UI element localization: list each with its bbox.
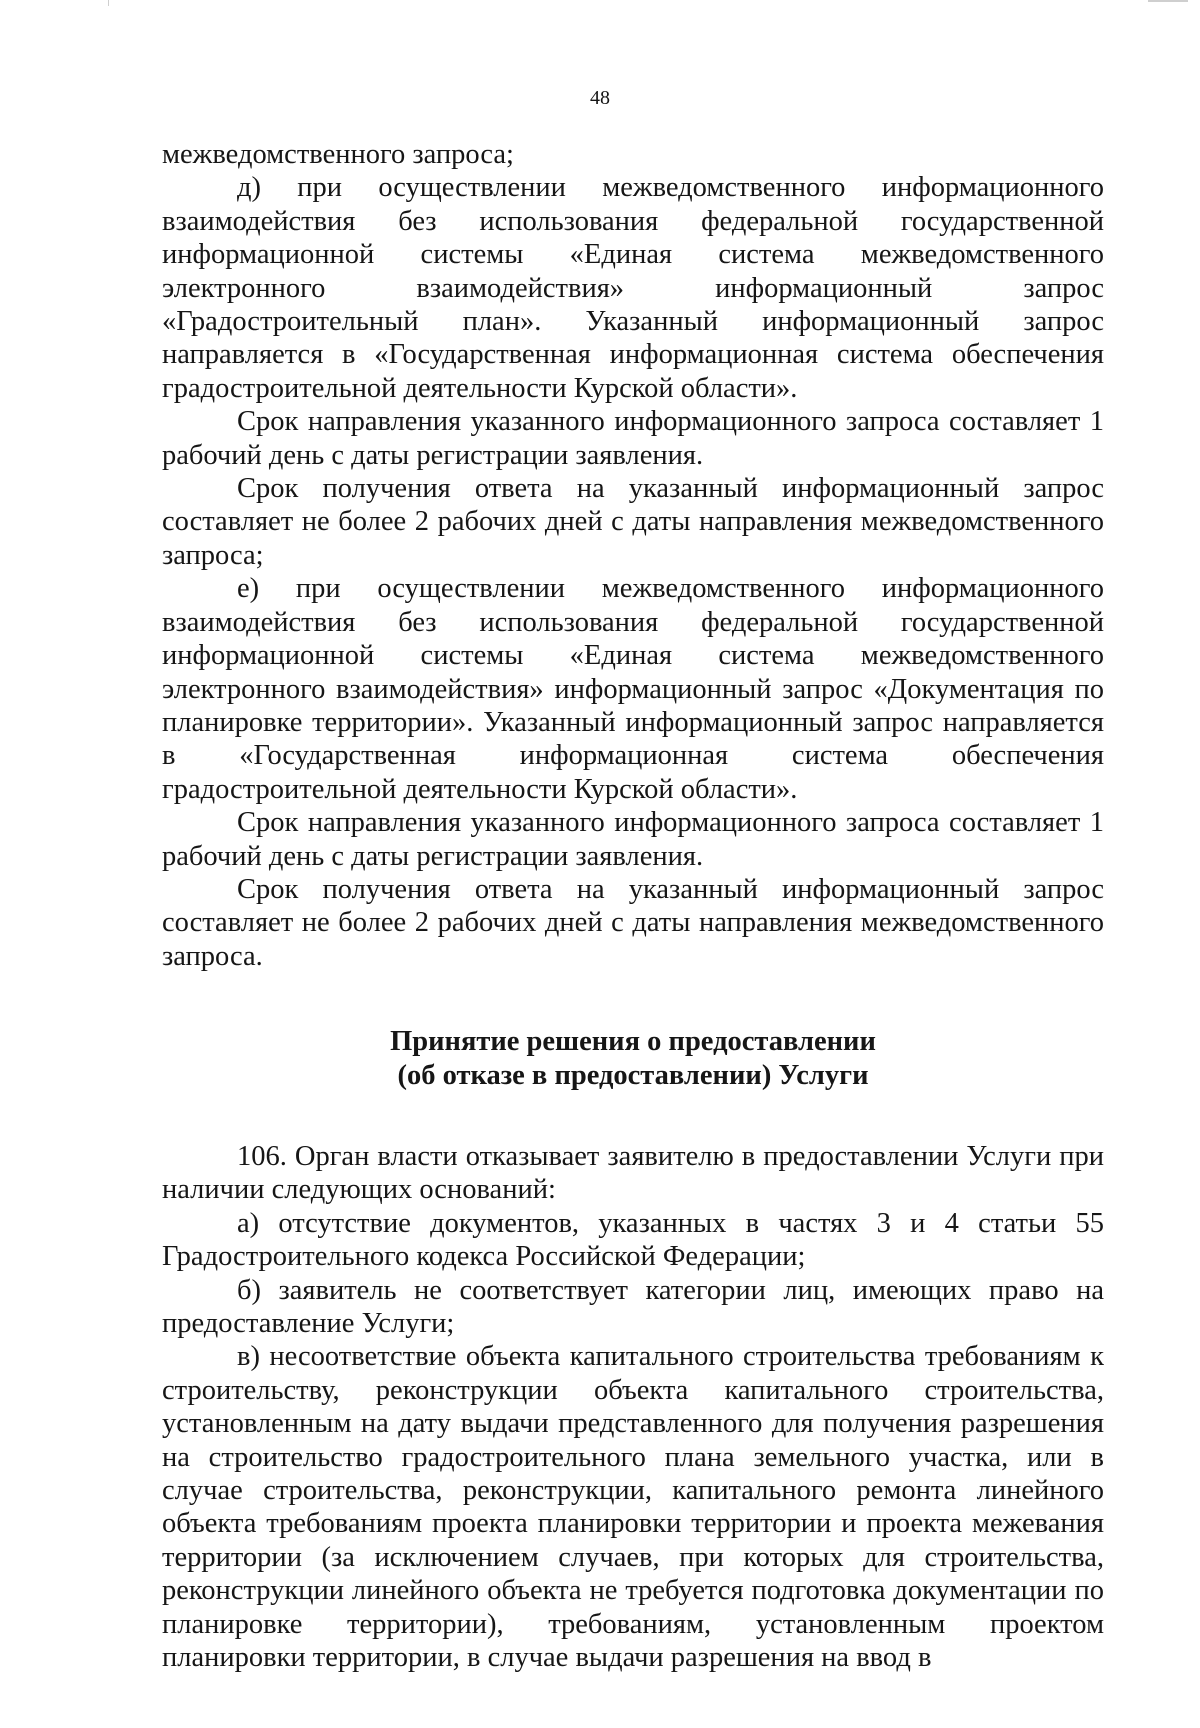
paragraph: Срок направления указанного информационного запроса составляет 1 рабочий день с даты регистрации заявления. xyxy=(162,406,1104,471)
paragraphs-after-heading xyxy=(162,1140,1104,1675)
paragraph: межведомственного запроса; xyxy=(162,139,514,170)
document-body xyxy=(162,138,1104,1674)
paragraph: в) несоответствие объекта капитального строительства требованиям к строительству, реконструкции объекта капитального строительства, установленным на дату выдачи представленного для получения разрешения на строительство градостроительного плана земельного участка, или в случае строительства, реконструкции, капитального ремонта линейного объекта требованиям проекта планировки территории и проекта межевания территории (за исключением случаев, при которых для строительства, реконструкции линейного объекта не требуется подготовка документации по планировке территории), требованиям, установленным проектом планировки территории, в случае выдачи разрешения на ввод в xyxy=(162,1341,1104,1674)
paragraph: б) заявитель не соответствует категории лиц, имеющих право на предоставление Услуги; xyxy=(162,1274,1104,1339)
paragraph: е) при осуществлении межведомственного информационного взаимодействия без использования федеральной государственной информационной системы «Единая система межведомственного электронного взаимодействия» информационный запрос «Документация по планировке территории». Указанный информационный запрос направляется в «Государственная информационная система обеспечения градостроительной деятельности Курской области». xyxy=(162,573,1104,805)
paragraphs-before-heading xyxy=(162,138,1104,973)
paragraph: д) при осуществлении межведомственного информационного взаимодействия без использования федеральной государственной информационной системы «Единая система межведомственного электронного взаимодействия» информационный запрос «Градостроительный план». Указанный информационный запрос направляется в «Государственная информационная система обеспечения градостроительной деятельности Курской области». xyxy=(162,172,1104,404)
section-heading xyxy=(162,1025,1104,1092)
paragraph: Срок направления указанного информационного запроса составляет 1 рабочий день с даты регистрации заявления. xyxy=(162,807,1104,872)
paragraph: 106. Орган власти отказывает заявителю в предоставлении Услуги при наличии следующих оснований: xyxy=(162,1140,1104,1206)
section-heading-line-2: (об отказе в предоставлении) Услуги xyxy=(397,1059,869,1091)
page-number: 48 xyxy=(590,87,610,109)
paragraph: а) отсутствие документов, указанных в частях 3 и 4 статьи 55 Градостроительного кодекса Российской Федерации; xyxy=(162,1207,1104,1273)
paragraph: Срок получения ответа на указанный информационный запрос составляет не более 2 рабочих дней с даты направления межведомственного запроса. xyxy=(162,873,1104,972)
section-heading-line-1: Принятие решения о предоставлении xyxy=(390,1026,876,1058)
scan-artifact-top-right xyxy=(1148,0,1188,2)
paragraph: Срок получения ответа на указанный информационный запрос составляет не более 2 рабочих дней с даты направления межведомственного запроса; xyxy=(162,473,1104,571)
scan-artifact-top-left xyxy=(108,0,109,6)
